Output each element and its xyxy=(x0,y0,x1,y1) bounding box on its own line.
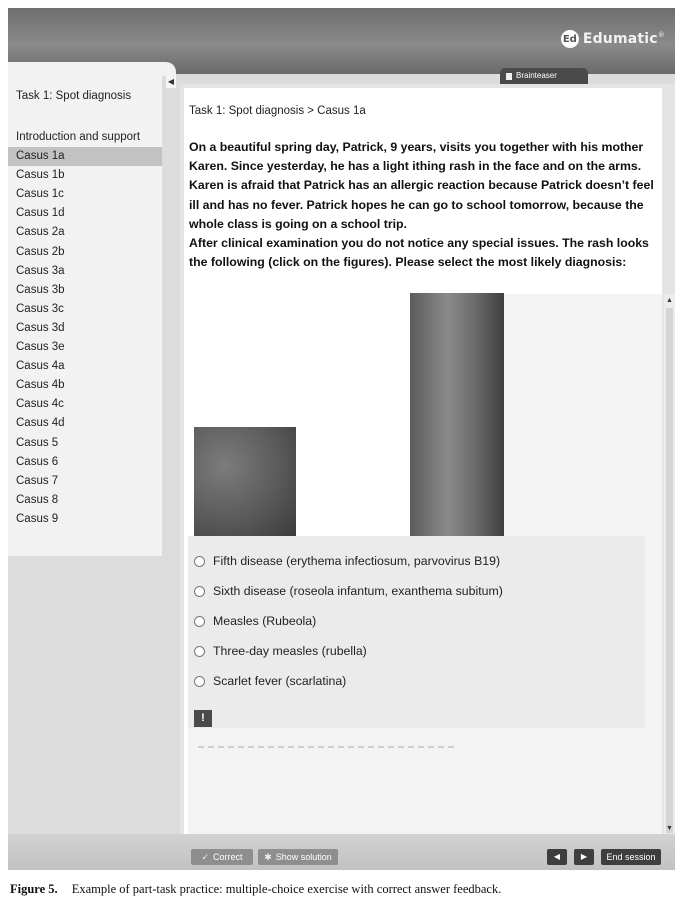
sidebar-item-casus-3c[interactable]: Casus 3c xyxy=(16,302,64,315)
sidebar-item-casus-3d[interactable]: Casus 3d xyxy=(16,321,65,334)
sidebar-item-casus-4b[interactable]: Casus 4b xyxy=(16,379,65,392)
sidebar-collapse-triangle-left-icon[interactable]: ◀ xyxy=(167,77,175,86)
sidebar-item-casus-4a[interactable]: Casus 4a xyxy=(16,360,65,373)
radio-button[interactable] xyxy=(194,646,205,657)
question-paragraph-1: On a beautiful spring day, Patrick, 9 years, visits you together with his mother Karen. Since yesterday, he has a light ithing rash in the face and on the arms. xyxy=(189,140,644,174)
brand-suffix: ® xyxy=(657,31,665,39)
sidebar-item-casus-1a[interactable]: Casus 1a xyxy=(8,147,162,166)
caption-label: Figure 5. xyxy=(10,882,58,896)
sidebar-item-introduction[interactable]: Introduction and support xyxy=(16,131,141,143)
option-sixth-disease[interactable] xyxy=(194,584,503,598)
vertical-scrollbar[interactable] xyxy=(664,294,675,836)
option-label: Sixth disease (roseola infantum, exanthema subitum) xyxy=(213,584,503,598)
sidebar-item-casus-8[interactable]: Casus 8 xyxy=(16,493,59,506)
sidebar-item-casus-2b[interactable]: Casus 2b xyxy=(16,245,65,258)
option-measles[interactable] xyxy=(194,614,316,628)
feedback-exclamation-icon[interactable]: ! xyxy=(194,710,212,727)
caption-text: Example of part-task practice: multiple-choice exercise with correct answer feedback. xyxy=(71,882,502,896)
show-solution-label: Show solution xyxy=(275,852,332,862)
scroll-thumb[interactable] xyxy=(666,308,673,833)
breadcrumb: Task 1: Spot diagnosis > Casus 1a xyxy=(189,105,366,117)
sidebar-item-casus-2a[interactable]: Casus 2a xyxy=(16,226,65,239)
next-button-arrow-right-icon[interactable]: ▶ xyxy=(574,849,594,865)
question-paragraph-3: After clinical examination you do not notice any special issues. The rash looks the following (click on the figures). Please select the most likely diagnosis: xyxy=(189,236,649,270)
answer-options xyxy=(188,536,645,728)
rash-photo-arm[interactable] xyxy=(410,293,504,537)
rash-photo-chest[interactable] xyxy=(194,427,296,537)
brainteaser-tab[interactable] xyxy=(500,68,588,84)
correct-button-label: Correct xyxy=(213,852,243,862)
edumatic-logo-icon: Ed xyxy=(561,30,579,48)
option-label: Scarlet fever (scarlatina) xyxy=(213,674,347,688)
sidebar-item-casus-4d[interactable]: Casus 4d xyxy=(16,417,65,430)
bulb-icon: ✱ xyxy=(264,851,272,862)
app-window xyxy=(8,8,675,870)
end-session-button[interactable]: End session xyxy=(601,849,661,865)
sidebar-list xyxy=(8,128,162,529)
sidebar-item-casus-6[interactable]: Casus 6 xyxy=(16,455,59,468)
sidebar-item-casus-9[interactable]: Casus 9 xyxy=(16,512,59,525)
radio-button[interactable] xyxy=(194,616,205,627)
bottom-toolbar xyxy=(8,834,675,870)
previous-button-arrow-left-icon[interactable]: ◀ xyxy=(547,849,567,865)
radio-button[interactable] xyxy=(194,586,205,597)
sidebar-item-casus-7[interactable]: Casus 7 xyxy=(16,474,59,487)
sidebar-item-casus-1c[interactable]: Casus 1c xyxy=(16,188,64,201)
sidebar-item-casus-3b[interactable]: Casus 3b xyxy=(16,283,65,296)
option-scarlet-fever[interactable] xyxy=(194,674,346,688)
sidebar-item-casus-4c[interactable]: Casus 4c xyxy=(16,398,64,411)
sidebar-item-casus-3a[interactable]: Casus 3a xyxy=(16,264,65,277)
radio-button[interactable] xyxy=(194,676,205,687)
option-fifth-disease[interactable] xyxy=(194,554,500,568)
brand-logo xyxy=(561,30,665,48)
correct-button[interactable] xyxy=(191,849,253,865)
sidebar-item-casus-1d[interactable]: Casus 1d xyxy=(16,207,65,220)
sidebar xyxy=(8,74,162,556)
question-text xyxy=(189,138,659,272)
show-solution-button[interactable] xyxy=(258,849,338,865)
faint-feedback-text xyxy=(198,746,458,748)
sidebar-item-casus-3e[interactable]: Casus 3e xyxy=(16,341,65,354)
document-icon xyxy=(506,73,512,80)
option-label: Measles (Rubeola) xyxy=(213,614,317,628)
option-label: Three-day measles (rubella) xyxy=(213,644,367,658)
option-label: Fifth disease (erythema infectiosum, parvovirus B19) xyxy=(213,554,501,568)
scroll-down-arrow-icon[interactable]: ▼ xyxy=(666,825,673,832)
sidebar-item-casus-5[interactable]: Casus 5 xyxy=(16,436,59,449)
sidebar-title: Task 1: Spot diagnosis xyxy=(16,90,132,102)
scroll-up-arrow-icon[interactable]: ▲ xyxy=(666,297,673,304)
option-three-day-measles[interactable] xyxy=(194,644,367,658)
figure-caption xyxy=(10,882,680,897)
question-paragraph-2: Karen is afraid that Patrick has an allergic reaction because Patrick doesn’t feel ill and has no fever. Patrick hopes he can go to school tomorrow, because the whole class is going on a school trip. xyxy=(189,178,654,231)
check-icon: ✓ xyxy=(201,851,210,862)
brainteaser-label: Brainteaser xyxy=(516,71,557,80)
sidebar-item-casus-1b[interactable]: Casus 1b xyxy=(16,169,65,182)
radio-button[interactable] xyxy=(194,556,205,567)
brand-name xyxy=(583,31,665,47)
brand-name-text: Edumatic xyxy=(582,31,658,47)
